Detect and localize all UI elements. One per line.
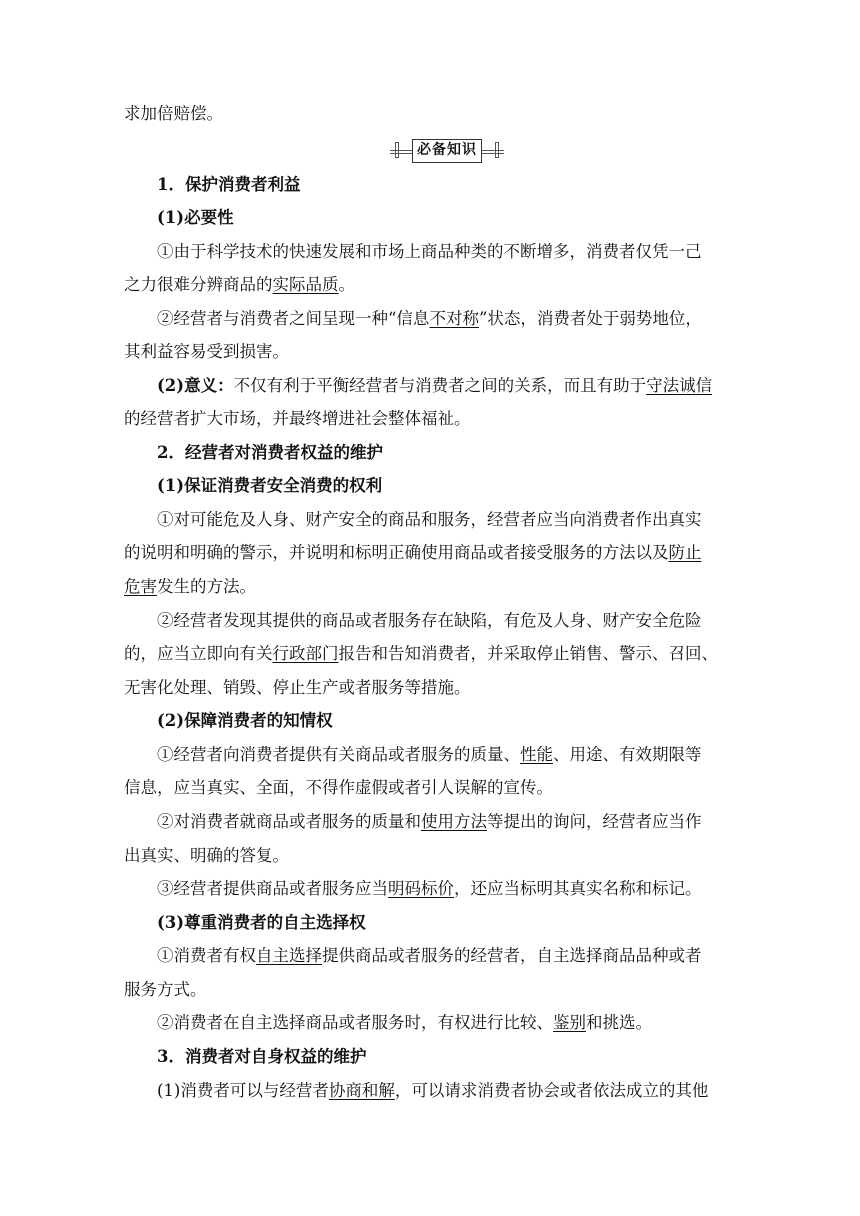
text-line: ②经营者与消费者之间呈现一种“信息不对称”状态，消费者处于弱势地位， <box>157 309 702 328</box>
text-line: 出真实、明确的答复。 <box>124 846 289 865</box>
subsection-heading: (3)尊重消费者的自主选择权 <box>157 913 366 932</box>
text-line: (2)意义：不仅有利于平衡经营者与消费者之间的关系，而且有助于守法诚信 <box>157 376 713 395</box>
text-line: ②消费者在自主选择商品或者服务时，有权进行比较、鉴别和挑选。 <box>157 1013 652 1032</box>
section-banner-label: 必备知识 <box>412 139 482 163</box>
underlined-answer: 协商和解 <box>328 1081 395 1100</box>
underlined-answer: 不对称 <box>429 309 479 328</box>
text-line: ③经营者提供商品或者服务应当明码标价，还应当标明其真实名称和标记。 <box>157 879 702 898</box>
text-line: ①经营者向消费者提供有关商品或者服务的质量、性能、用途、有效期限等 <box>157 745 702 764</box>
text-line: 服务方式。 <box>124 980 207 999</box>
section-heading: 3．消费者对自身权益的维护 <box>157 1047 367 1066</box>
underlined-answer: 明码标价 <box>388 879 454 898</box>
subsection-heading: (1)必要性 <box>157 208 234 227</box>
subsection-heading: (1)保证消费者安全消费的权利 <box>157 476 383 495</box>
text-line: ①消费者有权自主选择提供商品或者服务的经营者，自主选择商品品种或者 <box>157 946 702 965</box>
text-line: 的，应当立即向有关行政部门报告和告知消费者，并采取停止销售、警示、召回、 <box>124 644 718 663</box>
subsection-heading: (2)保障消费者的知情权 <box>157 711 333 730</box>
text-line: 求加倍赔偿。 <box>124 104 223 123</box>
text-line: ②对消费者就商品或者服务的质量和使用方法等提出的询问，经营者应当作 <box>157 812 702 831</box>
underlined-answer: 守法诚信 <box>646 376 713 395</box>
underlined-answer: 鉴别 <box>553 1013 586 1032</box>
text-line: 的说明和明确的警示，并说明和标明正确使用商品或者接受服务的方法以及防止 <box>124 543 702 562</box>
underlined-answer: 防止 <box>668 543 702 562</box>
text-line: 信息，应当真实、全面，不得作虚假或者引人误解的宣传。 <box>124 778 553 797</box>
text-line: 其利益容易受到损害。 <box>124 342 289 361</box>
underlined-answer: 行政部门 <box>272 644 339 663</box>
section-heading: 1．保护消费者利益 <box>157 175 301 194</box>
text-line: ①对可能危及人身、财产安全的商品和服务，经营者应当向消费者作出真实 <box>157 510 702 529</box>
underlined-answer: 自主选择 <box>256 946 322 965</box>
underlined-answer: 性能 <box>520 745 553 764</box>
text-line: 之力很难分辨商品的实际品质。 <box>124 275 355 294</box>
text-line: 无害化处理、销毁、停止生产或者服务等措施。 <box>124 678 471 697</box>
underlined-answer: 实际品质 <box>272 275 339 294</box>
text-line: ①由于科学技术的快速发展和市场上商品种类的不断增多，消费者仅凭一己 <box>157 242 702 261</box>
text-line: 危害发生的方法。 <box>124 577 256 596</box>
underlined-answer: 使用方法 <box>421 812 487 831</box>
text-line: 的经营者扩大市场，并最终增进社会整体福祉。 <box>124 409 471 428</box>
text-line: ②经营者发现其提供的商品或者服务存在缺陷，有危及人身、财产安全危险 <box>157 611 702 630</box>
underlined-answer: 危害 <box>124 577 157 596</box>
section-banner <box>390 139 504 165</box>
text-line: (1)消费者可以与经营者协商和解，可以请求消费者协会或者依法成立的其他 <box>157 1081 709 1100</box>
section-heading: 2．经营者对消费者权益的维护 <box>157 443 383 462</box>
